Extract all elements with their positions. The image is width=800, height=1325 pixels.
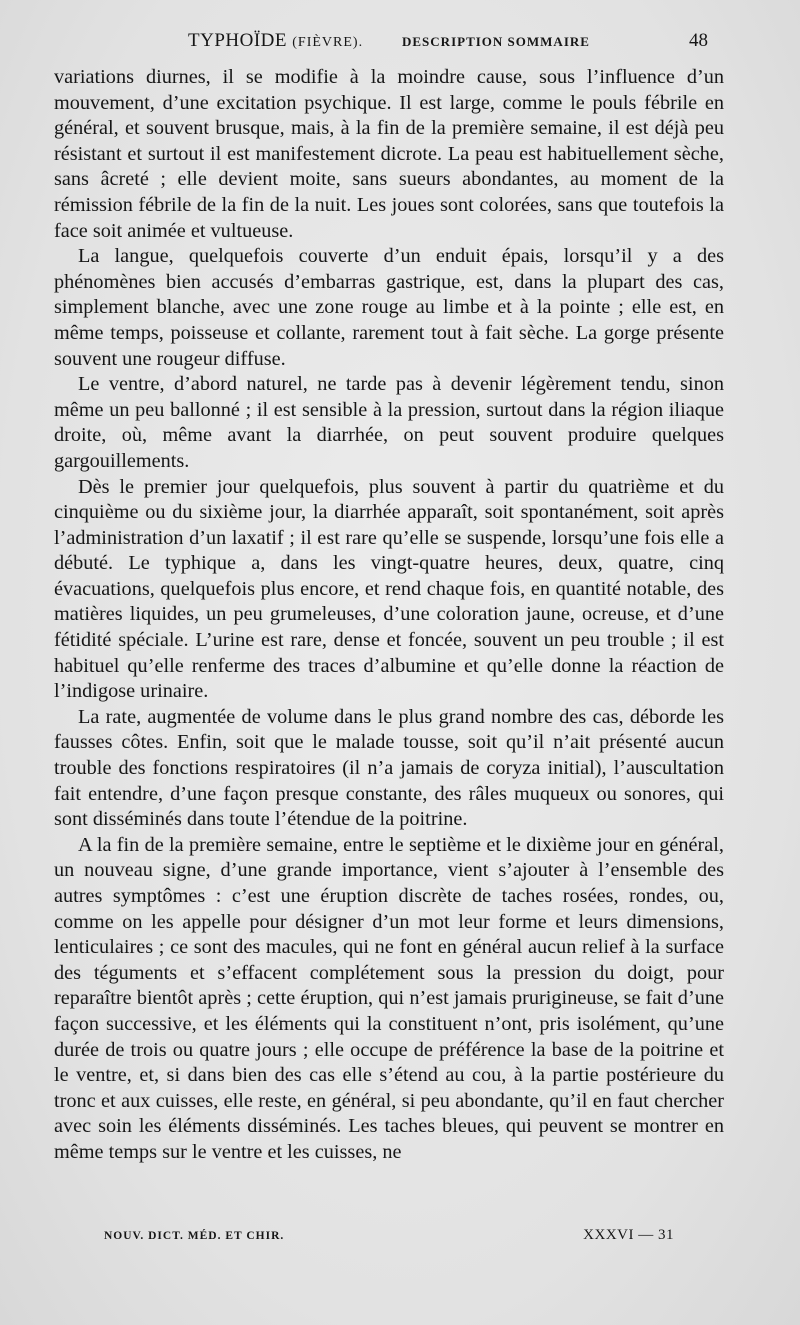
paragraph: La rate, augmentée de volume dans le plus grand nombre des cas, déborde les fausses côtes. Enfin, soit que le malade tousse, soit qu’il n’ait présenté aucun trouble des fonctions respiratoires (il n’a jamais de coryza initial), l’auscultation fait entendre, d’une façon presque constante, des râles muqueux ou sonores, qui sont disséminés dans toute l’étendue de la poitrine.: [54, 705, 724, 831]
paragraph: Le ventre, d’abord naturel, ne tarde pas à devenir légèrement tendu, sinon même un peu ballonné ; il est sensible à la pression, surtout dans la région iliaque droite, où, même avant la diarrhée, on peut souvent produire quelques gargouillements.: [54, 373, 724, 472]
sheet-number: XXXVI — 31: [583, 1227, 674, 1243]
printer-signature: NOUV. DICT. MÉD. ET CHIR.: [104, 1230, 285, 1242]
paragraph: A la fin de la première semaine, entre le septième et le dixième jour en général, un nouveau signe, d’une grande importance, vient s’ajouter à l’ensemble des autres symptômes : c’est une éruption discrète de taches rosées, rondes, ou, comme on les appelle pour désigner d’un mot leur forme et leurs dimensions, lenticulaires ; ce sont des macules, qui ne font en général aucun relief à la surface des téguments et s’effacent complétement sous la pression du doigt, pour reparaître bientôt après ; cette éruption, qui n’est jamais prurigineuse, se fait d’une façon successive, et les éléments qui la constituent n’ont, pris isolément, qu’une durée de trois ou quatre jours ; elle occupe de préférence la base de la poitrine et le ventre, et, si dans bien des cas elle s’étend au cou, à la partie postérieure du tronc et aux cuisses, elle reste, en général, si peu abondante, qu’il en faut chercher avec soin les éléments disséminés. Les taches bleues, qui peuvent se montrer en même temps sur le ventre et les cuisses, ne: [54, 833, 724, 1163]
title-main: TYPHOÏDE: [188, 30, 287, 51]
paragraph: variations diurnes, il se modifie à la moindre cause, sous l’influence d’un mouvement, d’une excitation psychique. Il est large, comme le pouls fébrile en général, et souvent brusque, mais, à la fin de la première semaine, il est déjà peu résistant et surtout il est manifestement dicrote. La peau est habituellement sèche, sans âcreté ; elle devient moite, sans sueurs abondantes, au moment de la rémission fébrile de la fin de la nuit. Les joues sont colorées, sans que toutefois la face soit animée et vultueuse.: [54, 66, 724, 242]
paragraph: Dès le premier jour quelquefois, plus souvent à partir du quatrième et du cinquième ou du sixième jour, la diarrhée apparaît, soit spontanément, soit après l’administration d’un laxatif ; il est rare qu’elle se suspende, lorsqu’une fois elle a débuté. Le typhique a, dans les vingt-quatre heures, deux, quatre, cinq évacuations, quelquefois plus encore, et rend chaque fois, en quantité notable, des matières liquides, un peu grumeleuses, d’une coloration jaune, ocreuse, et d’une fétidité spéciale. L’urine est rare, dense et foncée, souvent un peu trouble ; il est habituel qu’elle renferme des traces d’albumine et qu’elle donne la réaction de l’indigose urinaire.: [54, 475, 724, 703]
section-title: DESCRIPTION SOMMAIRE: [402, 34, 590, 49]
page-footer: [104, 1227, 674, 1247]
running-title: [188, 30, 363, 52]
paragraph: La langue, quelquefois couverte d’un enduit épais, lorsqu’il y a des phénomènes bien accusés d’embarras gastrique, est, dans la plupart des cas, simplement blanche, avec une zone rouge au limbe et à la pointe ; elle est, en même temps, poisseuse et collante, rarement tout à fait sèche. La gorge présente souvent une rougeur diffuse.: [54, 245, 724, 370]
title-sub: (FIÈVRE).: [292, 35, 364, 50]
running-header: [52, 30, 708, 56]
page-number: 48: [689, 30, 708, 51]
body-text: [54, 65, 724, 1166]
